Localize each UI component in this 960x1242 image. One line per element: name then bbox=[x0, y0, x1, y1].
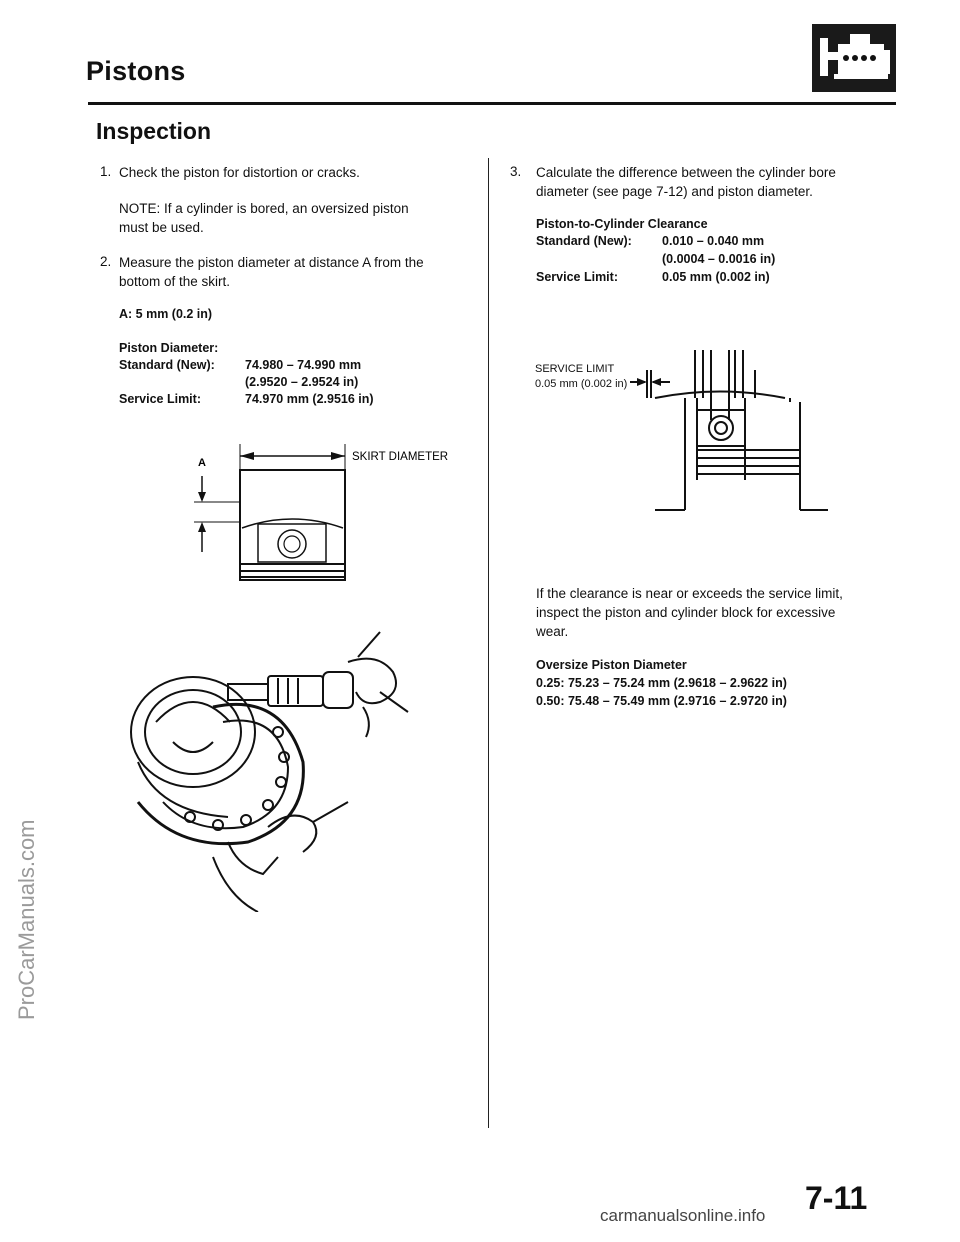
clearance-limit-value: 0.05 mm (0.002 in) bbox=[662, 270, 770, 284]
oversize-050: 0.50: 75.48 – 75.49 mm (2.9716 – 2.9720 in) bbox=[536, 694, 787, 708]
step-2-line-2: bottom of the skirt. bbox=[119, 274, 231, 289]
piston-diameter-heading: Piston Diameter: bbox=[119, 341, 219, 355]
clearance-figure bbox=[535, 350, 835, 515]
step-3-number: 3. bbox=[510, 164, 522, 179]
step-2-line-1: Measure the piston diameter at distance A from the bbox=[119, 255, 424, 270]
footer-site: carmanualsonline.info bbox=[600, 1206, 766, 1225]
step-1-text: Check the piston for distortion or cracks. bbox=[119, 165, 360, 180]
standard-value: 74.980 – 74.990 mm bbox=[245, 358, 362, 372]
service-limit-fig-label: SERVICE LIMIT bbox=[535, 363, 615, 375]
side-watermark bbox=[10, 300, 42, 1180]
skirt-diameter-figure bbox=[180, 440, 480, 590]
column-divider bbox=[488, 158, 489, 1128]
distance-a-spec: A: 5 mm (0.2 in) bbox=[119, 307, 213, 321]
note-line-1: NOTE: If a cylinder is bored, an oversized piston bbox=[119, 201, 409, 216]
clearance-standard-value-inches: (0.0004 – 0.0016 in) bbox=[662, 252, 776, 266]
micrometer-illustration bbox=[118, 612, 418, 912]
clearance-heading: Piston-to-Cylinder Clearance bbox=[536, 217, 708, 231]
clearance-standard-value: 0.010 – 0.040 mm bbox=[662, 234, 765, 248]
oversize-heading: Oversize Piston Diameter bbox=[536, 658, 687, 672]
skirt-diameter-label: SKIRT DIAMETER bbox=[352, 451, 449, 463]
page-number: 7-11 bbox=[805, 1180, 868, 1216]
standard-value-inches: (2.9520 – 2.9524 in) bbox=[245, 375, 359, 389]
clearance-note-line-1: If the clearance is near or exceeds the service limit, bbox=[536, 586, 843, 601]
step-1-number: 1. bbox=[100, 164, 112, 179]
oversize-025: 0.25: 75.23 – 75.24 mm (2.9618 – 2.9622 in) bbox=[536, 676, 787, 690]
header-rule bbox=[88, 102, 896, 105]
service-limit-label: Service Limit: bbox=[119, 392, 201, 406]
svg-text:ProCarManuals.com: ProCarManuals.com bbox=[14, 819, 39, 1020]
clearance-note-line-3: wear. bbox=[536, 624, 569, 639]
step-2-number: 2. bbox=[100, 254, 112, 269]
service-limit-value: 74.970 mm (2.9516 in) bbox=[245, 392, 374, 406]
distance-a-label: A bbox=[198, 457, 206, 469]
step-3-line-2: diameter (see page 7-12) and piston diameter. bbox=[536, 184, 813, 199]
page-title: Pistons bbox=[86, 56, 186, 86]
standard-label: Standard (New): bbox=[119, 358, 215, 372]
section-title: Inspection bbox=[96, 118, 212, 144]
note-line-2: must be used. bbox=[119, 220, 204, 235]
clearance-standard-label: Standard (New): bbox=[536, 234, 632, 248]
clearance-limit-label: Service Limit: bbox=[536, 270, 618, 284]
step-3-line-1: Calculate the difference between the cylinder bore bbox=[536, 165, 836, 180]
clearance-note-line-2: inspect the piston and cylinder block for excessive bbox=[536, 605, 836, 620]
service-limit-fig-value: 0.05 mm (0.002 in) bbox=[535, 378, 628, 390]
engine-icon bbox=[812, 24, 896, 92]
